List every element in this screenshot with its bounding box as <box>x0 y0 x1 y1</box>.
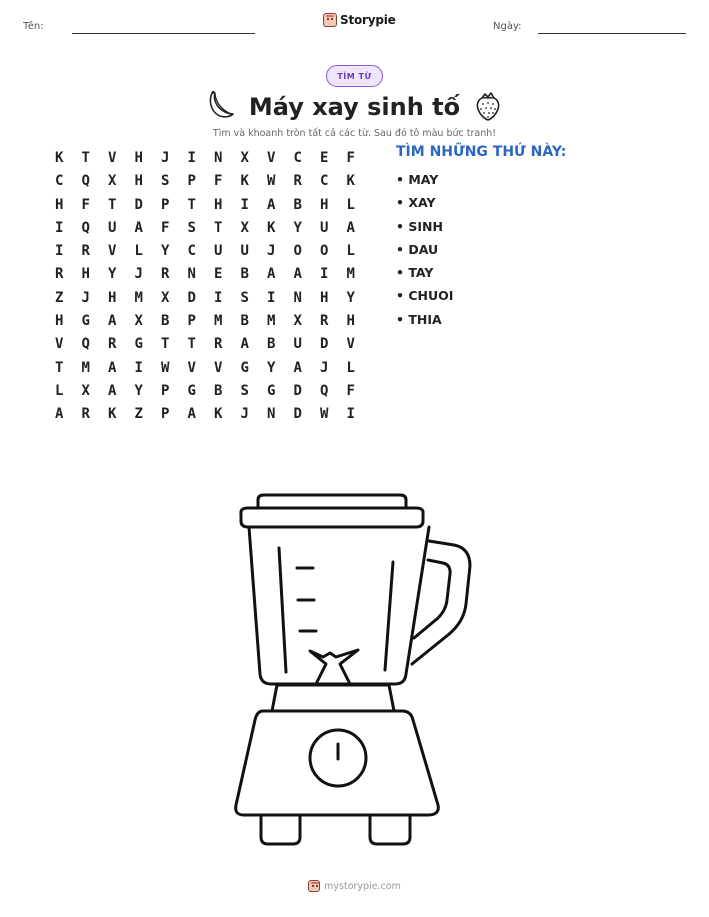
grid-letter: Q <box>81 173 90 190</box>
grid-letter: X <box>108 173 117 190</box>
word-list-title: TÌM NHỮNG THỨ NÀY: <box>396 144 567 160</box>
grid-letter: I <box>214 289 223 306</box>
grid-letter: K <box>240 173 249 190</box>
grid-letter: A <box>108 359 117 376</box>
grid-letter: N <box>267 406 276 423</box>
grid-letter: J <box>267 243 276 260</box>
grid-letter: H <box>134 173 143 190</box>
grid-letter: J <box>240 406 249 423</box>
grid-letter: L <box>346 243 355 260</box>
grid-letter: Z <box>134 406 143 423</box>
grid-letter: M <box>214 313 223 330</box>
page-title: Máy xay sinh tố <box>248 93 461 121</box>
grid-letter: A <box>240 336 249 353</box>
grid-letter: N <box>187 266 196 283</box>
grid-letter: X <box>134 313 143 330</box>
grid-letter: A <box>293 359 302 376</box>
word-item: • XAY <box>396 195 436 211</box>
grid-letter: N <box>214 150 223 166</box>
brand-name: Storypie <box>340 13 396 27</box>
grid-letter: V <box>187 359 196 376</box>
grid-letter: Q <box>81 336 90 353</box>
grid-letter: A <box>293 266 302 283</box>
grid-letter: U <box>293 336 302 353</box>
grid-letter: P <box>161 382 170 399</box>
grid-letter: J <box>320 359 329 376</box>
grid-letter: U <box>214 243 223 260</box>
grid-letter: W <box>320 406 329 423</box>
grid-letter: I <box>320 266 329 283</box>
grid-letter: H <box>346 313 355 330</box>
grid-letter: I <box>55 243 64 260</box>
grid-letter: T <box>214 219 223 236</box>
grid-letter: U <box>320 219 329 236</box>
footer-url: mystorypie.com <box>324 880 401 892</box>
storypie-logo-icon <box>323 13 337 27</box>
grid-letter: G <box>81 313 90 330</box>
grid-letter: Z <box>55 289 64 306</box>
grid-letter: A <box>346 219 355 236</box>
grid-letter: I <box>346 406 355 423</box>
grid-letter: S <box>240 289 249 306</box>
grid-letter: P <box>187 173 196 190</box>
grid-letter: P <box>187 313 196 330</box>
grid-letter: U <box>240 243 249 260</box>
grid-letter: I <box>134 359 143 376</box>
word-list <box>396 171 453 334</box>
grid-letter: D <box>293 406 302 423</box>
grid-letter: E <box>320 150 329 166</box>
grid-letter: R <box>320 313 329 330</box>
grid-letter: F <box>81 196 90 213</box>
grid-letter: G <box>267 382 276 399</box>
storypie-logo-icon <box>308 880 320 892</box>
grid-letter: R <box>214 336 223 353</box>
grid-letter: K <box>55 150 64 166</box>
footer <box>0 880 709 892</box>
grid-letter: M <box>134 289 143 306</box>
grid-letter: I <box>187 150 196 166</box>
grid-letter: A <box>187 406 196 423</box>
grid-letter: X <box>240 150 249 166</box>
grid-letter: Y <box>134 382 143 399</box>
grid-letter: K <box>267 219 276 236</box>
grid-letter: A <box>108 313 117 330</box>
grid-letter: A <box>267 196 276 213</box>
grid-letter: X <box>81 382 90 399</box>
grid-letter: J <box>81 289 90 306</box>
grid-letter: A <box>134 219 143 236</box>
grid-letter: F <box>214 173 223 190</box>
grid-letter: L <box>346 359 355 376</box>
grid-letter: I <box>240 196 249 213</box>
grid-letter: I <box>267 289 276 306</box>
word-item: • CHUOI <box>396 288 454 304</box>
grid-letter: H <box>214 196 223 213</box>
grid-letter: V <box>108 150 117 166</box>
date-line <box>538 33 686 34</box>
grid-letter: P <box>161 406 170 423</box>
grid-letter: B <box>214 382 223 399</box>
activity-badge: TÌM TỪ <box>326 65 383 87</box>
grid-letter: T <box>55 359 64 376</box>
grid-letter: K <box>108 406 117 423</box>
grid-letter: Y <box>267 359 276 376</box>
grid-letter: U <box>108 219 117 236</box>
grid-letter: W <box>267 173 276 190</box>
grid-letter: H <box>55 196 64 213</box>
grid-letter: D <box>187 289 196 306</box>
grid-letter: R <box>81 243 90 260</box>
grid-letter: H <box>134 150 143 166</box>
date-label: Ngày: <box>493 21 522 32</box>
grid-letter: Q <box>320 382 329 399</box>
grid-letter: R <box>293 173 302 190</box>
grid-letter: R <box>55 266 64 283</box>
grid-letter: T <box>161 336 170 353</box>
grid-letter: F <box>161 219 170 236</box>
grid-letter: G <box>187 382 196 399</box>
grid-letter: L <box>134 243 143 260</box>
grid-letter: Y <box>293 219 302 236</box>
grid-letter: G <box>240 359 249 376</box>
grid-letter: M <box>81 359 90 376</box>
grid-letter: L <box>55 382 64 399</box>
word-item: • THIA <box>396 311 442 327</box>
grid-letter: F <box>346 150 355 166</box>
grid-letter: D <box>320 336 329 353</box>
grid-letter: F <box>346 382 355 399</box>
grid-letter: T <box>187 336 196 353</box>
grid-letter: H <box>108 289 117 306</box>
grid-letter: O <box>293 243 302 260</box>
grid-letter: Y <box>161 243 170 260</box>
grid-letter: A <box>267 266 276 283</box>
name-line <box>72 33 255 34</box>
brand <box>323 13 396 27</box>
word-item: • SINH <box>396 218 443 234</box>
grid-letter: V <box>267 150 276 166</box>
grid-letter: X <box>240 219 249 236</box>
grid-letter: B <box>293 196 302 213</box>
grid-letter: D <box>134 196 143 213</box>
name-label: Tên: <box>23 21 44 32</box>
grid-letter: X <box>161 289 170 306</box>
grid-letter: Q <box>81 219 90 236</box>
grid-letter: C <box>187 243 196 260</box>
grid-letter: V <box>214 359 223 376</box>
grid-letter: K <box>214 406 223 423</box>
grid-letter: I <box>55 219 64 236</box>
grid-letter: B <box>240 266 249 283</box>
grid-letter: G <box>134 336 143 353</box>
grid-letter: Y <box>346 289 355 306</box>
blender-illustration <box>230 488 480 853</box>
grid-letter: J <box>134 266 143 283</box>
grid-letter: B <box>267 336 276 353</box>
instructions: Tìm và khoanh tròn tất cả các từ. Sau đó tô màu bức tranh! <box>212 128 497 139</box>
grid-letter: L <box>346 196 355 213</box>
grid-letter: K <box>346 173 355 190</box>
grid-letter: B <box>161 313 170 330</box>
grid-letter: H <box>320 196 329 213</box>
grid-letter: S <box>161 173 170 190</box>
grid-letter: D <box>293 382 302 399</box>
grid-letter: T <box>187 196 196 213</box>
grid-letter: V <box>346 336 355 353</box>
grid-letter: M <box>346 266 355 283</box>
grid-letter: N <box>293 289 302 306</box>
grid-letter: B <box>240 313 249 330</box>
grid-letter: C <box>55 173 64 190</box>
grid-letter: R <box>81 406 90 423</box>
word-search-grid <box>46 147 364 427</box>
grid-letter: S <box>187 219 196 236</box>
grid-letter: C <box>293 150 302 166</box>
grid-letter: Y <box>108 266 117 283</box>
grid-letter: S <box>240 382 249 399</box>
grid-letter: A <box>108 382 117 399</box>
word-item: • MAY <box>396 172 439 187</box>
word-item: • DAU <box>396 241 439 257</box>
grid-letter: A <box>55 406 64 423</box>
grid-letter: V <box>108 243 117 260</box>
grid-letter: O <box>320 243 329 260</box>
grid-letter: R <box>108 336 117 353</box>
grid-letter: E <box>214 266 223 283</box>
grid-letter: H <box>320 289 329 306</box>
grid-letter: J <box>161 150 170 166</box>
grid-letter: V <box>55 336 64 353</box>
grid-letter: H <box>55 313 64 330</box>
word-item: • TAY <box>396 265 434 281</box>
grid-letter: T <box>81 150 90 166</box>
grid-letter: R <box>161 266 170 283</box>
grid-letter: H <box>81 266 90 283</box>
grid-letter: T <box>108 196 117 213</box>
grid-letter: P <box>161 196 170 213</box>
grid-letter: W <box>161 359 170 376</box>
grid-letter: M <box>267 313 276 330</box>
grid-letter: X <box>293 313 302 330</box>
grid-letter: C <box>320 173 329 190</box>
